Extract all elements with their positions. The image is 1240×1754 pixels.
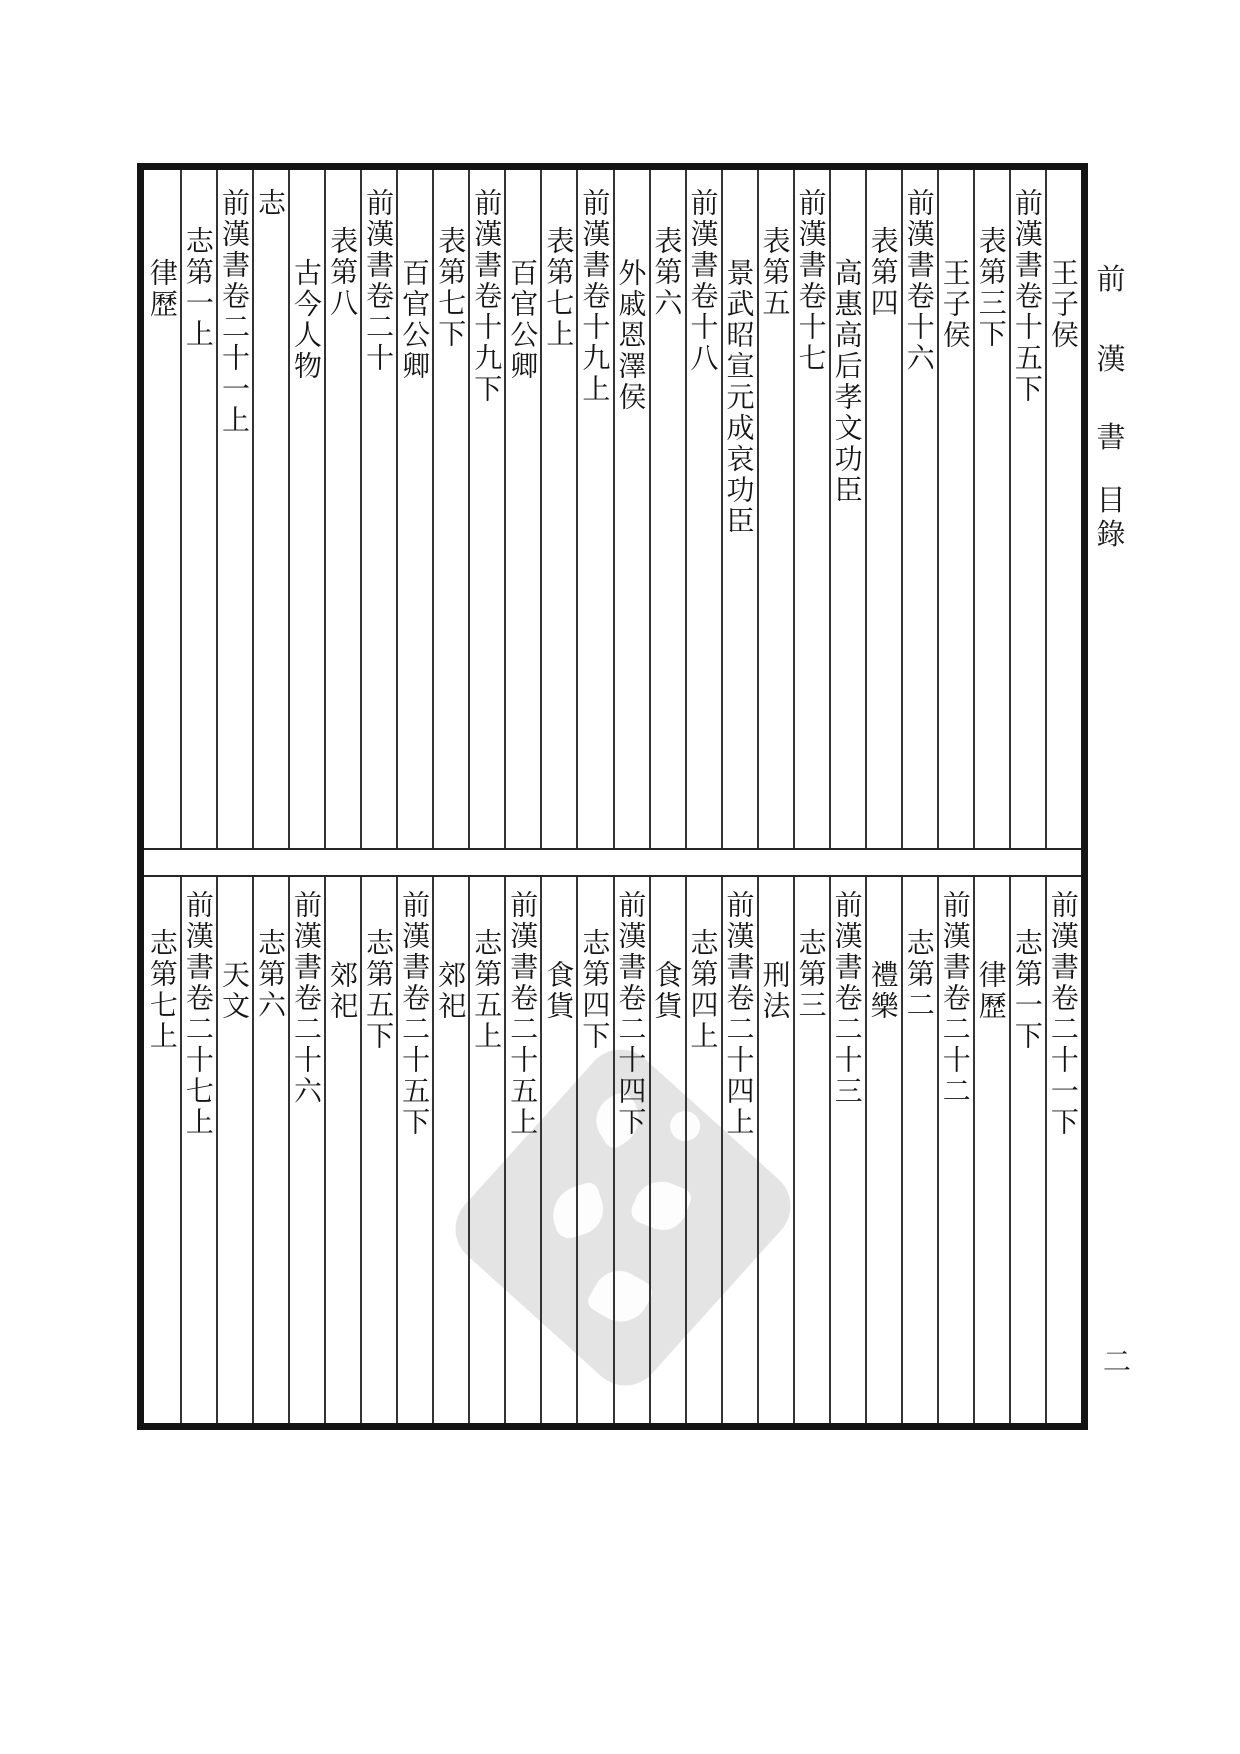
toc-column: 前漢書卷二十一上: [217, 188, 251, 436]
half-divider-rule: [144, 875, 1081, 877]
toc-column: 前漢書卷二十七上: [181, 890, 215, 1138]
toc-column: 前漢書卷二十一下: [1046, 890, 1080, 1138]
toc-column: 志第三: [794, 928, 828, 1021]
toc-column: 表第七上: [542, 226, 576, 350]
toc-column: 表第六: [650, 226, 684, 319]
toc-column: 前漢書卷二十四下: [614, 890, 648, 1138]
toc-column: 食貨: [542, 960, 576, 1022]
half-divider-rule: [144, 848, 1081, 850]
toc-column: 前漢書卷十五下: [1010, 188, 1044, 405]
margin-title-char: 漢: [1096, 342, 1126, 376]
column-rule: [865, 877, 867, 1423]
toc-column: 志第七上: [145, 928, 179, 1052]
toc-column: 前漢書卷二十五上: [506, 890, 540, 1138]
toc-column: 天文: [217, 960, 251, 1022]
margin-title-char: 目: [1096, 483, 1126, 517]
toc-column: 前漢書卷二十二: [938, 890, 972, 1107]
margin-title-char: 錄: [1096, 517, 1126, 551]
toc-column: 王子侯: [1046, 258, 1080, 351]
toc-column: 表第四: [866, 226, 900, 319]
toc-column: 前漢書卷二十: [362, 188, 396, 374]
column-rule: [540, 877, 542, 1423]
margin-title-char: 前: [1096, 262, 1126, 296]
toc-column: 表第五: [758, 226, 792, 319]
margin-title-char: 書: [1096, 420, 1126, 454]
toc-column: 表第三下: [974, 226, 1008, 350]
toc-column: 古今人物: [290, 258, 324, 382]
toc-column: 百官公卿: [398, 258, 432, 382]
toc-column: 百官公卿: [506, 258, 540, 382]
toc-column: 食貨: [650, 960, 684, 1022]
toc-column: 志第六: [254, 928, 287, 1021]
toc-column: 志第四下: [578, 928, 612, 1052]
toc-column: 律歷: [974, 960, 1008, 1022]
toc-column: 刑法: [758, 960, 792, 1022]
column-rule: [649, 877, 651, 1423]
column-rule: [216, 877, 218, 1423]
toc-column: 前漢書卷十九下: [470, 188, 504, 405]
toc-column: 志第一下: [1010, 928, 1044, 1052]
toc-column: 志第五下: [362, 928, 396, 1052]
toc-column: 前漢書卷二十三: [830, 890, 864, 1107]
toc-column: 志第一上: [181, 226, 215, 350]
toc-column: 郊祀: [326, 960, 360, 1022]
page-number: 二: [1102, 1345, 1131, 1378]
column-rule: [757, 877, 759, 1423]
toc-column: 高惠高后孝文功臣: [830, 258, 864, 506]
toc-column: 前漢書卷十六: [902, 188, 936, 374]
toc-column: 前漢書卷二十四上: [722, 890, 756, 1138]
toc-column: 律歷: [145, 258, 179, 320]
toc-column: 王子侯: [938, 258, 972, 351]
column-rule: [324, 877, 326, 1423]
toc-column: 前漢書卷十七: [794, 188, 828, 374]
column-rule: [252, 170, 254, 848]
toc-column: 志: [254, 188, 287, 219]
watermark-glyph: [585, 1261, 657, 1331]
toc-column: 前漢書卷二十六: [290, 890, 324, 1107]
toc-column: 志第五上: [470, 928, 504, 1052]
toc-column: 表第八: [326, 226, 360, 319]
toc-column: 志第四上: [686, 928, 720, 1052]
toc-column: 志第二: [902, 928, 936, 1021]
toc-column: 前漢書卷二十五下: [398, 890, 432, 1138]
toc-column: 表第七下: [434, 226, 468, 350]
column-rule: [432, 877, 434, 1423]
column-rule: [973, 877, 975, 1423]
toc-column: 外戚恩澤侯: [614, 258, 648, 413]
toc-column: 景武昭宣元成哀功臣: [722, 258, 756, 537]
toc-column: 禮樂: [866, 960, 900, 1022]
toc-column: 郊祀: [434, 960, 468, 1022]
toc-column: 前漢書卷十八: [686, 188, 720, 374]
toc-column: 前漢書卷十九上: [578, 188, 612, 405]
